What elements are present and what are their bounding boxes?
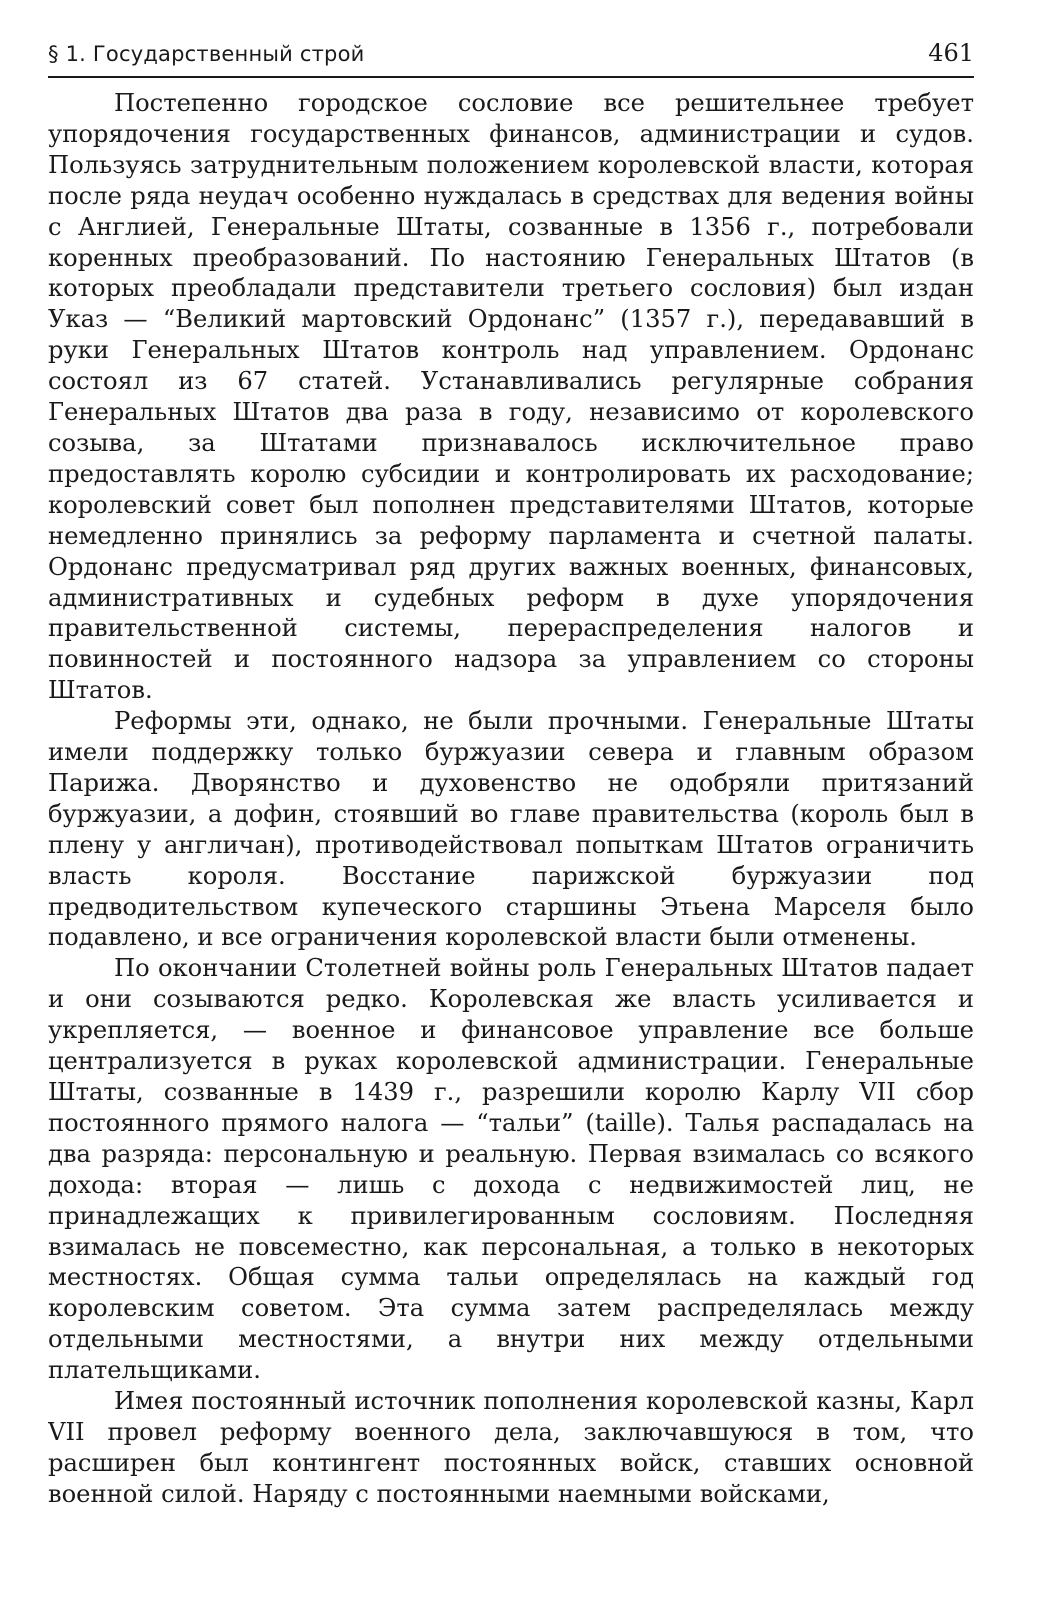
page-number: 461: [928, 39, 974, 67]
body-text: [48, 88, 974, 1510]
paragraph: Имея постоянный источник пополнения королевской казны, Карл VII провел реформу военного дела, заключавшуюся в том, что расширен был контингент постоянных войск, ставших основной военной силой. Наряду с постоянными наемными войсками,: [48, 1387, 974, 1508]
section-title: § 1. Государственный строй: [48, 42, 365, 66]
paragraph: По окончании Столетней войны роль Генеральных Штатов падает и они созываются редко. Королевская же власть усиливается и укрепляется, — военное и финансовое управление все больше централизуется в руках королевской администрации. Генеральные Штаты, созванные в 1439 г., разрешили королю Карлу VII сбор постоянного прямого налога — “тальи” (taille). Талья распадалась на два разряда: персональную и реальную. Первая взималась со всякого дохода: вторая — лишь с дохода с недвижимостей лиц, не принадлежащих к привилегированным сословиям. Последняя взималась не повсеместно, как персональная, а только в некоторых местностях. Общая сумма тальи определялась на каждый год королевским советом. Эта сумма затем распределялась между отдельными местностями, а внутри них между отдельными плательщиками.: [48, 954, 974, 1385]
paragraph: Реформы эти, однако, не были прочными. Генеральные Штаты имели поддержку только буржуазии севера и главным образом Парижа. Дворянство и духовенство не одобряли притязаний буржуазии, а дофин, стоявший во главе правительства (король был в плену у англичан), противодействовал попыткам Штатов ограничить власть короля. Восстание парижской буржуазии под предводительством купеческого старшины Этьена Марселя было подавлено, и все ограничения королевской власти были отменены.: [48, 707, 974, 952]
running-header: [48, 38, 974, 78]
paragraph: Постепенно городское сословие все решительнее требует упорядочения государственных финансов, администрации и судов. Пользуясь затруднительным положением королевской власти, которая после ряда неудач особенно нуждалась в средствах для ведения войны с Англией, Генеральные Штаты, созванные в 1356 г., потребовали коренных преобразований. По настоянию Генеральных Штатов (в которых преобладали представители третьего сословия) был издан Указ — “Великий мартовский Ордонанс” (1357 г.), передававший в руки Генеральных Штатов контроль над управлением. Ордонанс состоял из 67 статей. Устанавливались регулярные собрания Генеральных Штатов два раза в году, независимо от королевского созыва, за Штатами признавалось исключительное право предоставлять королю субсидии и контролировать их расходование; королевский совет был пополнен представителями Штатов, которые немедленно принялись за реформу парламента и счетной палаты. Ордонанс предусматривал ряд других важных военных, финансовых, административных и судебных реформ в духе упорядочения правительственной системы, перераспределения налогов и повинностей и постоянного надзора за управлением со стороны Штатов.: [48, 89, 974, 705]
book-page: [48, 38, 974, 1578]
